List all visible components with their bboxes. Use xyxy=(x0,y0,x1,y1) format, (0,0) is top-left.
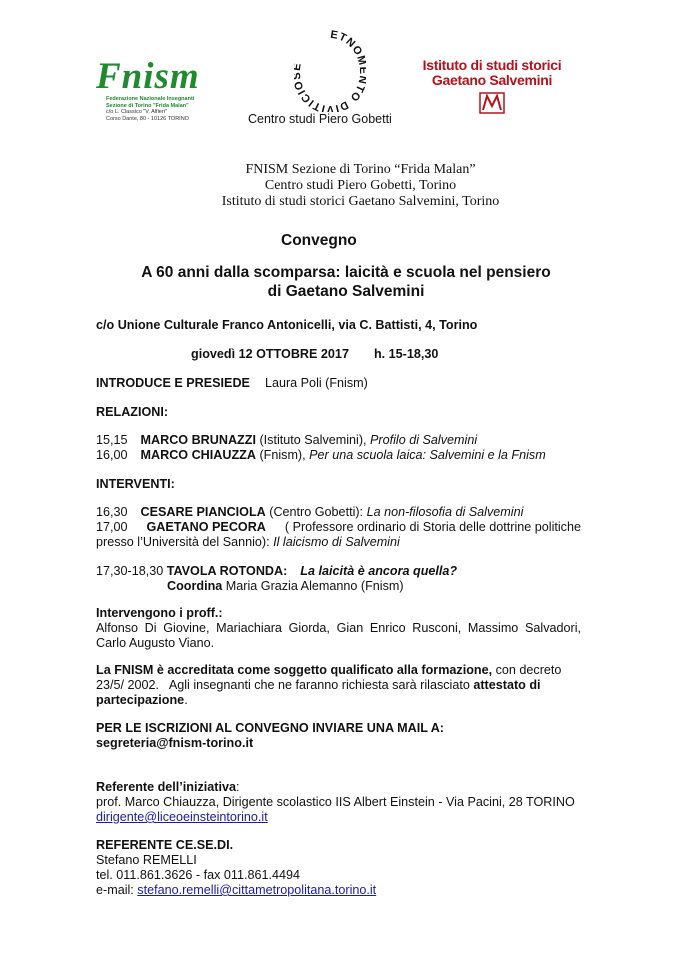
organizer-gobetti: Centro studi Piero Gobetti, Torino xyxy=(264,178,457,193)
accreditation-line3 xyxy=(96,693,188,708)
cesedi-email-link[interactable]: stefano.remelli@cittametropolitana.torino.it xyxy=(137,883,377,897)
accreditation-participation: partecipazione xyxy=(96,693,185,707)
event-title xyxy=(96,263,596,301)
cesedi-email-label: e-mail: xyxy=(96,883,138,897)
relazione-time: 16,00 xyxy=(96,448,128,462)
intervento-speaker: CESARE PIANCIOLA xyxy=(140,505,266,519)
event-time: h. 15-18,30 xyxy=(373,347,439,361)
accreditation-decree-label: con decreto xyxy=(492,663,562,677)
tavola-label: TAVOLA ROTONDA: xyxy=(166,564,288,578)
accreditation-period: . xyxy=(184,693,188,707)
fnism-logo-text: Federazione Nazionale Insegnanti Sezione di Torino "Frida Malan" c/o L. Classico "V. Alfieri" Corso Dante, 80 - 10126 TORINO xyxy=(106,96,195,122)
organizer-salvemini: Istituto di studi storici Gaetano Salvemini, Torino xyxy=(221,194,500,209)
event-title-line1: A 60 anni dalla scomparsa: laicità e scuola nel pensiero xyxy=(141,264,551,281)
accreditation-attestato: attestato di xyxy=(473,678,541,692)
tavola-question: La laicità è ancora quella? xyxy=(300,564,458,578)
event-venue: c/o Unione Culturale Franco Antonicelli, via C. Battisti, 4, Torino xyxy=(96,318,478,332)
relazione-time: 15,15 xyxy=(96,433,128,447)
referente-colon: : xyxy=(235,780,240,794)
salvemini-logo xyxy=(412,58,572,128)
intervento-talk: La non-filosofia di Salvemini xyxy=(366,505,524,519)
event-kind: Convegno xyxy=(281,232,357,249)
salvemini-monogram-icon xyxy=(479,92,505,114)
intro-label: INTRODUCE E PRESIEDE xyxy=(96,376,250,390)
relazione-item xyxy=(96,448,546,463)
svg-text:ETNOMENTO DIVITICIOSE: ETNO TO DIVITICI xyxy=(295,30,366,112)
salvemini-logo-line2: Gaetano Salvemini xyxy=(431,72,553,88)
gobetti-logo-emblem xyxy=(294,30,366,112)
intervento-talk: Il laicismo di Salvemini xyxy=(273,535,400,549)
organizers-block xyxy=(0,162,679,210)
relazione-affiliation: (Fnism), xyxy=(259,448,306,462)
tavola-coord xyxy=(167,579,404,594)
intro-person: Laura Poli (Fnism) xyxy=(264,376,368,390)
cesedi-email-line xyxy=(96,883,376,898)
relazione-speaker: MARCO BRUNAZZI xyxy=(140,433,256,447)
intervento-item xyxy=(96,505,523,520)
tavola-time: 17,30-18,30 xyxy=(96,564,164,578)
event-title-line2: di Gaetano Salvemini xyxy=(267,283,425,300)
fnism-logo-wordmark: Fnism xyxy=(96,56,200,97)
referente-email-link[interactable]: dirigente@liceoeinsteintorino.it xyxy=(96,810,268,824)
intervento-affiliation-cont: presso l’Università del Sannio): xyxy=(96,535,270,549)
intervento-affiliation: ( Professore ordinario di Storia delle dottrine politiche xyxy=(284,520,581,534)
tavola-coord-label: Coordina xyxy=(167,579,223,593)
relazione-affiliation: (Istituto Salvemini), xyxy=(259,433,367,447)
intervento-time: 17,00 xyxy=(96,520,128,534)
intro-line xyxy=(96,376,368,391)
speakers-line1: Alfonso Di Giovine, Mariachiara Giorda, Gian Enrico Rusconi, Massimo Salvadori, xyxy=(96,621,581,635)
accreditation-statement: La FNISM è accreditata come soggetto qualificato alla formazione, xyxy=(96,663,493,677)
intervento-item-cont xyxy=(96,535,400,550)
accreditation-text: 23/5/ 2002. Agli insegnanti che ne faranno richiesta sarà rilasciato xyxy=(96,678,474,692)
cesedi-heading: REFERENTE CE.SE.DI. xyxy=(96,838,234,852)
salvemini-logo-line1: Istituto di studi storici xyxy=(422,57,562,73)
referente-heading xyxy=(96,780,239,795)
relazione-talk: Per una scuola laica: Salvemini e la Fnism xyxy=(309,448,546,462)
interventi-heading: INTERVENTI: xyxy=(96,477,175,491)
intervento-speaker: GAETANO PECORA xyxy=(146,520,266,534)
relazione-item xyxy=(96,433,477,448)
tavola-coord-name: Maria Grazia Alemanno (Fnism) xyxy=(225,579,404,593)
registration-email[interactable]: segreteria@fnism-torino.it xyxy=(96,736,254,750)
event-datetime xyxy=(191,347,438,362)
accreditation-line1 xyxy=(96,663,561,678)
referente-label: Referente dell’iniziativa xyxy=(96,780,236,794)
intervento-time: 16,30 xyxy=(96,505,128,519)
relazioni-heading: RELAZIONI: xyxy=(96,405,169,419)
gobetti-circle-icon xyxy=(294,30,366,112)
registration-instruction: PER LE ISCRIZIONI AL CONVEGNO INVIARE UNA MAIL A: xyxy=(96,721,444,735)
relazione-talk: Profilo di Salvemini xyxy=(370,433,478,447)
accreditation-line2 xyxy=(96,678,541,693)
organizer-fnism: FNISM Sezione di Torino “Frida Malan” xyxy=(245,162,476,177)
cesedi-phone: tel. 011.861.3626 - fax 011.861.4494 xyxy=(96,868,300,882)
fnism-logo xyxy=(96,58,221,128)
speakers-line2: Carlo Augusto Viano. xyxy=(96,636,215,650)
referente-details: prof. Marco Chiauzza, Dirigente scolastico IIS Albert Einstein - Via Pacini, 28 TORINO xyxy=(96,795,575,809)
event-date: giovedì 12 OTTOBRE 2017 xyxy=(191,347,349,361)
intervento-affiliation: (Centro Gobetti): xyxy=(269,505,364,519)
gobetti-caption: Centro studi Piero Gobetti xyxy=(248,112,392,126)
tavola-line xyxy=(96,564,457,579)
relazione-speaker: MARCO CHIAUZZA xyxy=(140,448,256,462)
cesedi-name: Stefano REMELLI xyxy=(96,853,197,867)
intervento-item xyxy=(96,520,581,535)
speakers-heading: Intervengono i proff.: xyxy=(96,606,223,620)
